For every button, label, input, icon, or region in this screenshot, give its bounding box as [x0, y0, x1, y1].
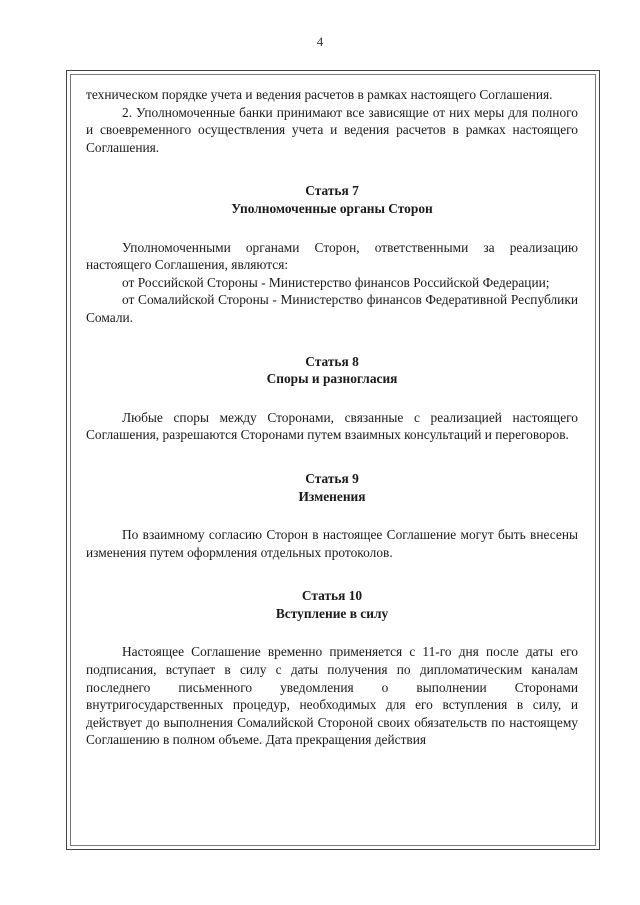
- article-7-paragraph: от Сомалийской Стороны - Министерство финансов Федеративной Республики Сомали.: [86, 292, 578, 325]
- article-7-number: Статья 7: [305, 183, 359, 199]
- article-8-paragraph: Любые споры между Сторонами, связанные с реализацией настоящего Соглашения, разрешаются Сторонами путем взаимных консультаций и переговоров.: [86, 409, 578, 443]
- page-number: 4: [316, 34, 324, 49]
- article-7-title: Уполномоченные органы Сторон: [231, 200, 433, 216]
- article-8-number: Статья 8: [305, 353, 359, 369]
- intro-paragraph: 2. Уполномоченные банки принимают все зависящие от них меры для полного и своевременного осуществления учета и ведения расчетов в рамках настоящего Соглашения.: [86, 104, 578, 155]
- intro-paragraph: техническом порядке учета и ведения расчетов в рамках настоящего Соглашения.: [86, 87, 553, 102]
- article-9-number: Статья 9: [305, 470, 359, 486]
- article-7-paragraph: Уполномоченными органами Сторон, ответственными за реализацию настоящего Соглашения, являются:: [86, 239, 578, 273]
- article-10-title: Вступление в силу: [275, 605, 389, 621]
- article-9-paragraph: По взаимному согласию Сторон в настоящее Соглашение могут быть внесены изменения путем оформления отдельных протоколов.: [86, 527, 578, 560]
- article-9-title: Изменения: [298, 488, 366, 504]
- article-10-number: Статья 10: [301, 588, 363, 604]
- article-7-paragraph: от Российской Стороны - Министерство финансов Российской Федерации;: [122, 274, 550, 290]
- document-body: [86, 86, 578, 749]
- article-8-title: Споры и разногласия: [266, 371, 398, 387]
- article-10-paragraph: Настоящее Соглашение временно применяется с 11-го дня после даты его подписания, вступает в силу с даты получения по дипломатическим каналам последнего письменного уведомления о выполнении Сторонами внутригосударственных процедур, необходимых для его вступления в силу, и действует до выполнения Сомалийской Стороной своих обязательств по настоящему Соглашению в полном объеме. Дата прекращения действия: [86, 644, 578, 748]
